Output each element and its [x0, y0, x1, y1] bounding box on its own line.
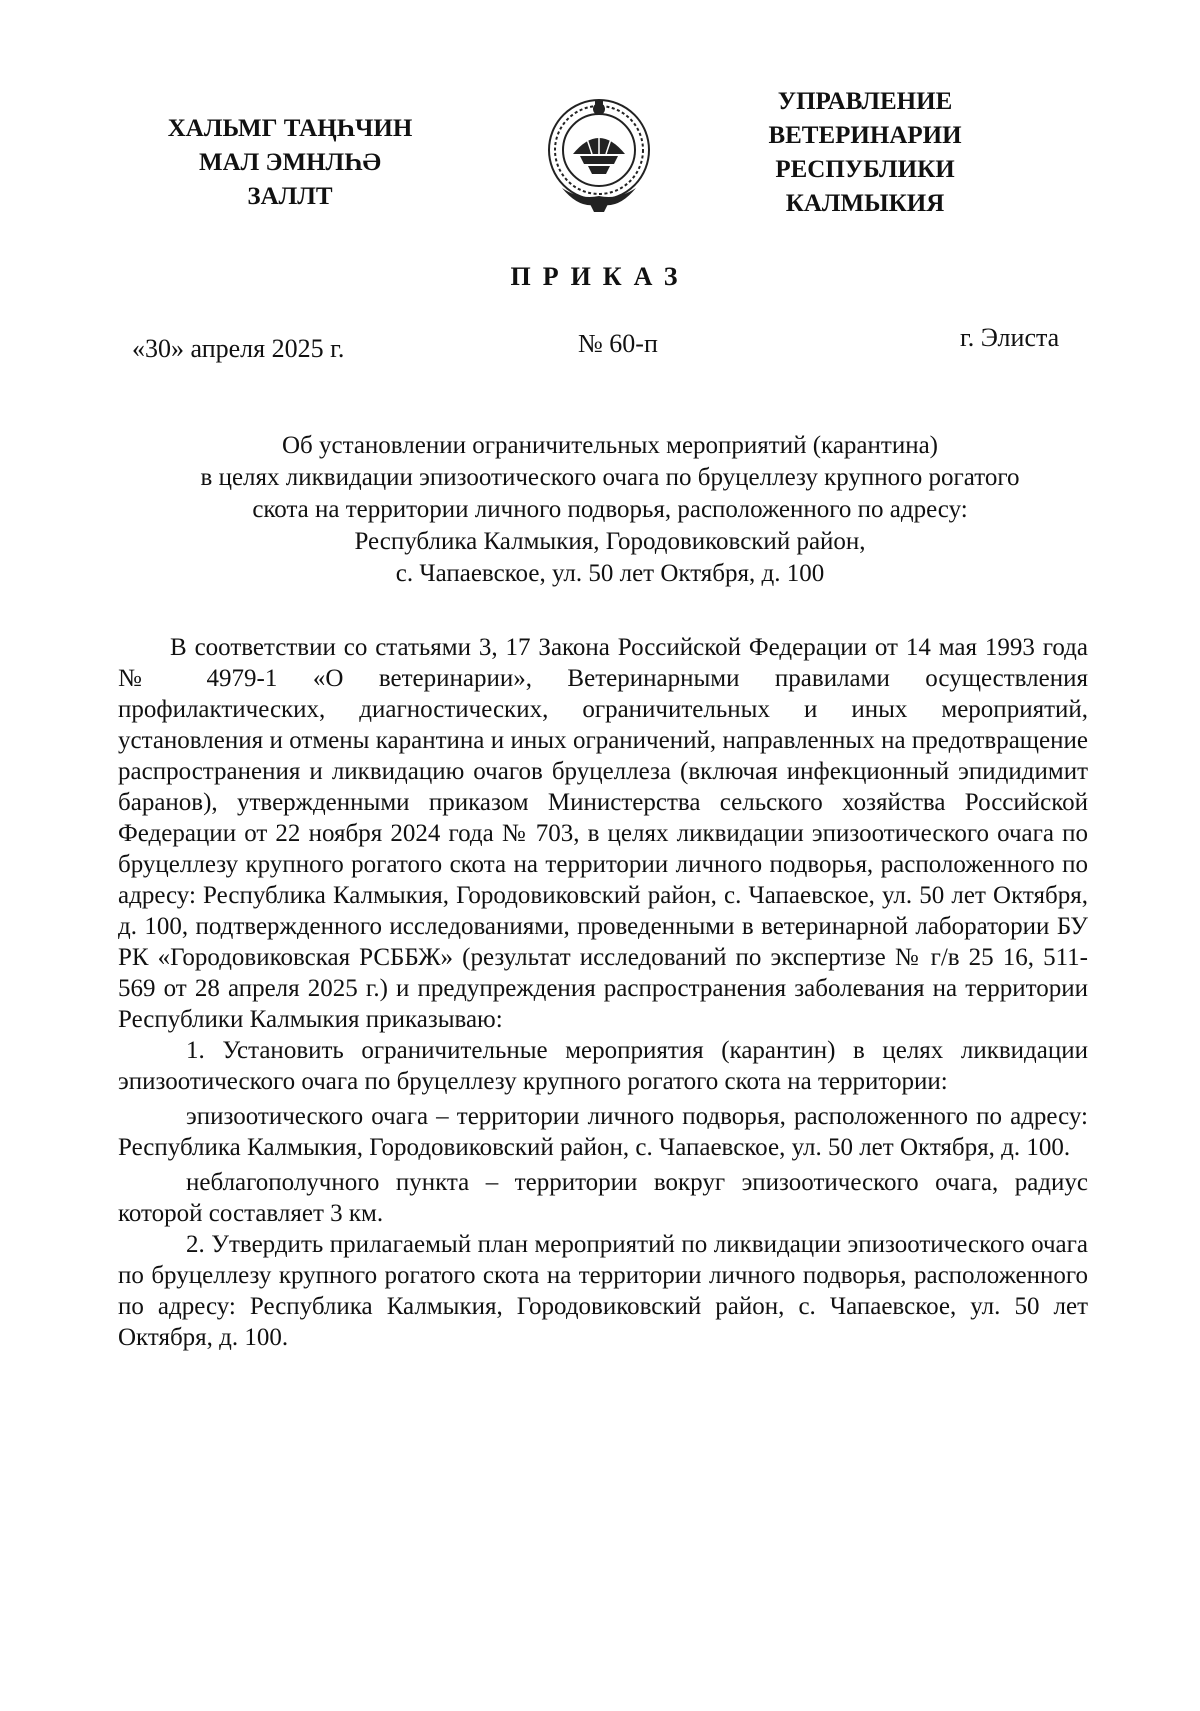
preamble-paragraph: В соответствии со статьями 3, 17 Закона Российской Федерации от 14 мая 1993 года № 4979-1 «О ветеринарии», Ветеринарными правилами осуществления профилактических, диагностических, ограничительных и иных мероприятий, установления и отмены карантина и иных ограничений, направленных на предотвращение распространения и ликвидацию очагов бруцеллеза (включая инфекционный эпидидимит баранов), утвержденными приказом Министерства сельского хозяйства Российской Федерации от 22 ноября 2024 года № 703, в целях ликвидации эпизоотического очага по бруцеллезу крупного рогатого скота на территории личного подворья, расположенного по адресу: Республика Калмыкия, Городовиковский район, с. Чапаевское, ул. 50 лет Октября, д. 100, подтвержденного исследованиями, проведенными в ветеринарной лаборатории БУ РК «Городовиковская РСББЖ» (результат исследований по экспертизе № г/в 25 16, 511-569 от 28 апреля 2025 г.) и предупреждения распространения заболевания на территории Республики Калмыкия приказываю: [118, 634, 1088, 1033]
subject-line: Республика Калмыкия, Городовиковский район, [354, 528, 866, 555]
org-name-kalmyk-line: МАЛ ЭМНЛҺӘ [199, 149, 381, 176]
document-type-title: ПРИКАЗ [510, 262, 690, 291]
org-name-russian-line: ВЕТЕРИНАРИИ [768, 122, 962, 149]
org-name-kalmyk [150, 112, 430, 214]
org-name-russian-line: КАЛМЫКИЯ [785, 190, 945, 217]
org-name-kalmyk-line: ЗАЛЛТ [247, 183, 333, 210]
subject-line: скота на территории личного подворья, расположенного по адресу: [252, 496, 968, 523]
document-city: г. Элиста [960, 323, 1060, 352]
org-name-russian [725, 85, 1005, 221]
document-subject [120, 430, 1100, 590]
org-name-russian-line: РЕСПУБЛИКИ [775, 156, 955, 183]
org-name-russian-line: УПРАВЛЕНИЕ [777, 88, 953, 115]
order-item-1-sub-area: неблагополучного пункта – территории вокруг эпизоотического очага, радиус которой составляет 3 км. [118, 1169, 1088, 1227]
org-name-kalmyk-line: ХАЛЬМГ ТАҢҺЧИН [167, 115, 413, 142]
subject-line: с. Чапаевское, ул. 50 лет Октября, д. 100 [395, 560, 825, 587]
document-date: «30» апреля 2025 г. [132, 334, 345, 363]
order-item-2: 2. Утвердить прилагаемый план мероприятий по ликвидации эпизоотического очага по бруцеллезу крупного рогатого скота на территории личного подворья, расположенного по адресу: Республика Калмыкия, Городовиковский район, с. Чапаевское, ул. 50 лет Октября, д. 100. [118, 1231, 1088, 1351]
subject-line: Об установлении ограничительных мероприятий (карантина) [281, 432, 939, 459]
order-item-1-sub-focus: эпизоотического очага – территории личного подворья, расположенного по адресу: Республика Калмыкия, Городовиковский район, с. Чапаевское, ул. 50 лет Октября, д. 100. [118, 1103, 1088, 1161]
document-body [118, 632, 1088, 1353]
subject-line: в целях ликвидации эпизоотического очага по бруцеллезу крупного рогатого [200, 464, 1020, 491]
document-number: № 60-п [578, 329, 658, 358]
coat-of-arms-kalmykia-icon [540, 92, 658, 214]
order-item-1: 1. Установить ограничительные мероприятия (карантин) в целях ликвидации эпизоотического очага по бруцеллезу крупного рогатого скота на территории: [118, 1037, 1088, 1095]
